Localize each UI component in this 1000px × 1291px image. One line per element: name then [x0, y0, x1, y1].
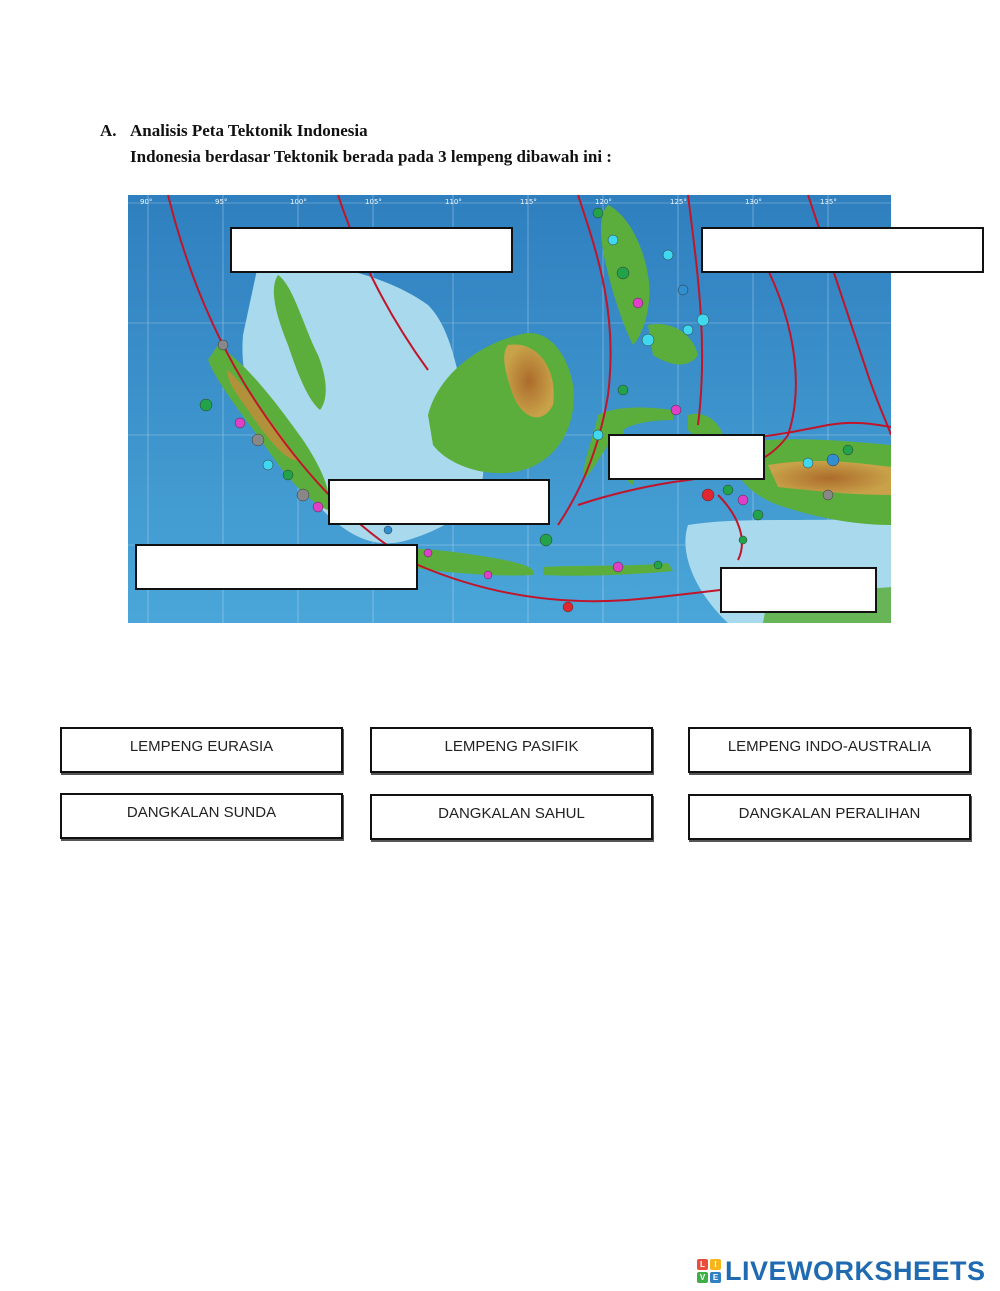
logo-text: LIVEWORKSHEETS: [725, 1255, 986, 1286]
drop-zone-3[interactable]: [608, 434, 765, 480]
drop-zone-2[interactable]: [701, 227, 984, 273]
drop-zone-1[interactable]: [230, 227, 513, 273]
grid-label: 100°: [290, 198, 307, 206]
option-lempeng-eurasia[interactable]: LEMPENG EURASIA: [60, 727, 343, 773]
drop-zone-4[interactable]: [328, 479, 550, 525]
section-heading: [100, 118, 612, 170]
liveworksheets-logo: [697, 1257, 986, 1285]
option-lempeng-pasifik[interactable]: LEMPENG PASIFIK: [370, 727, 653, 773]
logo-block: L: [697, 1259, 708, 1270]
grid-label: 120°: [595, 198, 612, 206]
option-dangkalan-sunda[interactable]: DANGKALAN SUNDA: [60, 793, 343, 839]
section-subtitle: Indonesia berdasar Tektonik berada pada 3 lempeng dibawah ini :: [130, 147, 612, 166]
grid-label: 130°: [745, 198, 762, 206]
grid-label: 115°: [520, 198, 537, 206]
option-lempeng-indo-australia[interactable]: LEMPENG INDO-AUSTRALIA: [688, 727, 971, 773]
grid-label: 110°: [445, 198, 462, 206]
logo-block: V: [697, 1272, 708, 1283]
grid-label: 125°: [670, 198, 687, 206]
section-number: A.: [100, 121, 117, 140]
drop-zone-5[interactable]: [135, 544, 418, 590]
logo-icon: [697, 1259, 721, 1283]
option-dangkalan-sahul[interactable]: DANGKALAN SAHUL: [370, 794, 653, 840]
section-title: Analisis Peta Tektonik Indonesia: [130, 121, 368, 140]
grid-label: 105°: [365, 198, 382, 206]
option-dangkalan-peralihan[interactable]: DANGKALAN PERALIHAN: [688, 794, 971, 840]
drop-zone-6[interactable]: [720, 567, 877, 613]
logo-block: E: [710, 1272, 721, 1283]
grid-label: 135°: [820, 198, 837, 206]
logo-block: I: [710, 1259, 721, 1270]
grid-label: 90°: [140, 198, 153, 206]
grid-label: 95°: [215, 198, 228, 206]
